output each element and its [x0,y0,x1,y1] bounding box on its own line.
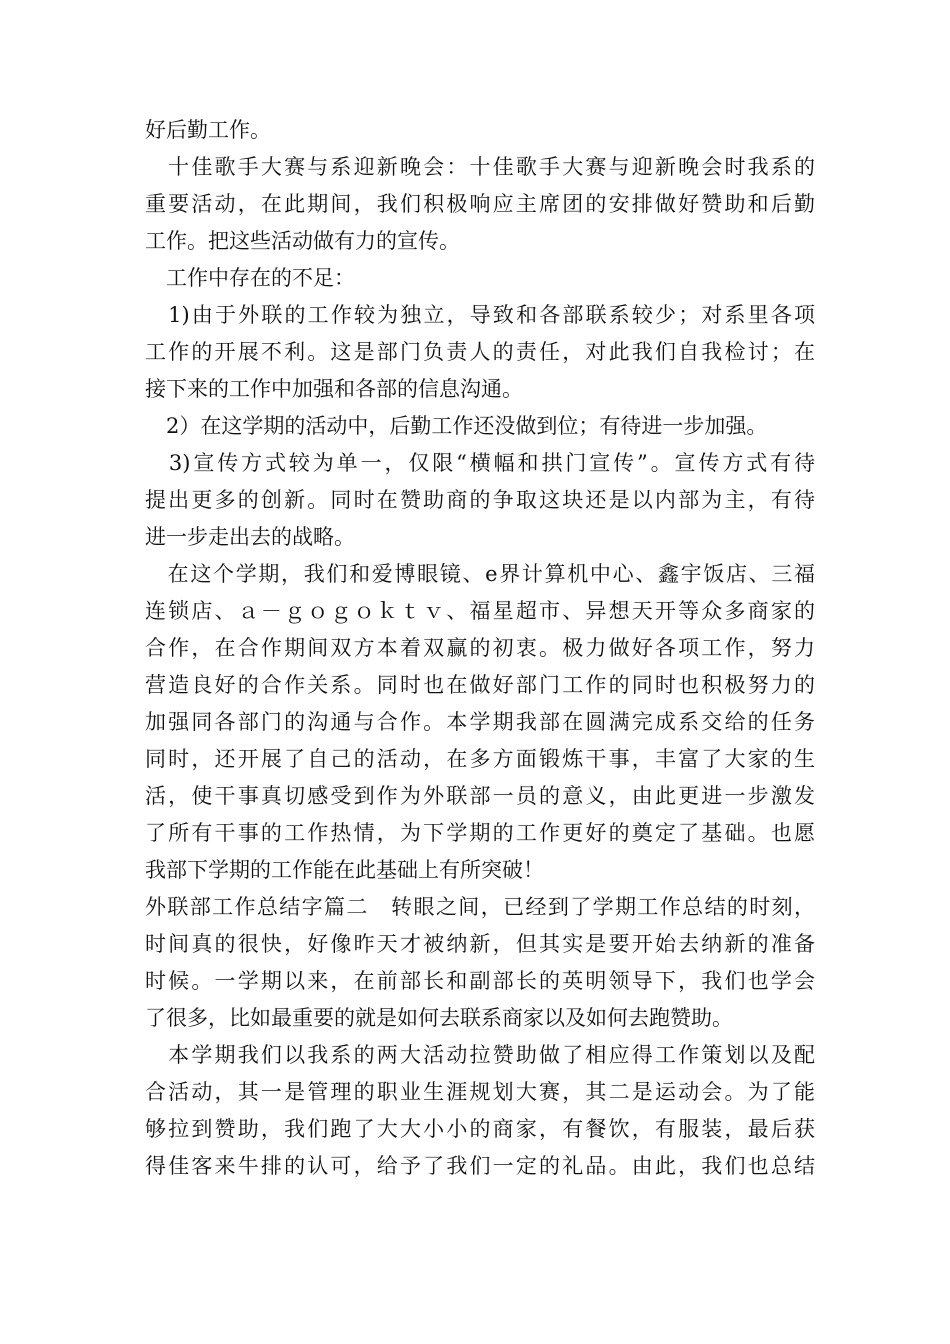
text-line: 加强同各部门的沟通与合作。本学期我部在圆满完成系交给的任务 [145,710,815,734]
text-line: 得佳客来牛排的认可，给予了我们一定的礼品。由此，我们也总结 [145,1154,815,1178]
text-line: 重要活动，在此期间，我们积极响应主席团的安排做好赞助和后勤 [145,192,815,216]
text-line: 工作的开展不利。这是部门负责人的责任，对此我们自我检讨；在 [145,340,815,364]
text-line: 合活动，其一是管理的职业生涯规划大赛，其二是运动会。为了能 [145,1080,815,1104]
text-line: 连锁店、ａ－ｇｏｇｏｋｔｖ、福星超市、异想天开等众多商家的 [145,599,815,623]
text-line: 时间真的很快，好像昨天才被纳新，但其实是要开始去纳新的准备 [145,932,815,956]
text-line: 了很多，比如最重要的就是如何去联系商家以及如何去跑赞助。 [145,1006,733,1030]
text-line: 活，使干事真切感受到作为外联部一员的意义，由此更进一步激发 [145,784,815,808]
text-line: 我部下学期的工作能在此基础上有所突破！ [145,858,544,882]
text-line: 工作中存在的不足： [145,266,355,290]
text-line: 提出更多的创新。同时在赞助商的争取这块还是以内部为主，有待 [145,488,815,512]
text-line: 2）在这学期的活动中，后勤工作还没做到位；有待进一步加强。 [145,414,768,438]
text-line: 1)由于外联的工作较为独立，导致和各部联系较少；对系里各项 [145,303,815,327]
text-line: 同时，还开展了自己的活动，在多方面锻炼干事，丰富了大家的生 [145,747,815,771]
text-line: 本学期我们以我系的两大活动拉赞助做了相应得工作策划以及配 [145,1043,815,1067]
text-line: 接下来的工作中加强和各部的信息沟通。 [145,377,523,401]
text-line: 营造良好的合作关系。同时也在做好部门工作的同时也积极努力的 [145,673,815,697]
text-line: 外联部工作总结字篇二 转眼之间，已经到了学期工作总结的时刻， [145,895,815,919]
text-line: 合作，在合作期间双方本着双赢的初衷。极力做好各项工作，努力 [145,636,815,660]
text-line: 在这个学期，我们和爱博眼镜、e界计算机中心、鑫宇饭店、三福 [145,562,815,586]
text-line: 够拉到赞助，我们跑了大大小小的商家，有餐饮，有服装，最后获 [145,1117,815,1141]
text-line: 十佳歌手大赛与系迎新晚会：十佳歌手大赛与迎新晚会时我系的 [145,155,815,179]
text-line: 进一步走出去的战略。 [145,525,355,549]
text-line: 了所有干事的工作热情，为下学期的工作更好的奠定了基础。也愿 [145,821,815,845]
text-line: 3)宣传方式较为单一，仅限“横幅和拱门宣传”。宣传方式有待 [145,451,815,475]
text-line: 好后勤工作。 [145,118,271,142]
text-line: 工作。把这些活动做有力的宣传。 [145,229,460,253]
text-line: 时候。一学期以来，在前部长和副部长的英明领导下，我们也学会 [145,969,815,993]
document-body [145,112,815,1185]
